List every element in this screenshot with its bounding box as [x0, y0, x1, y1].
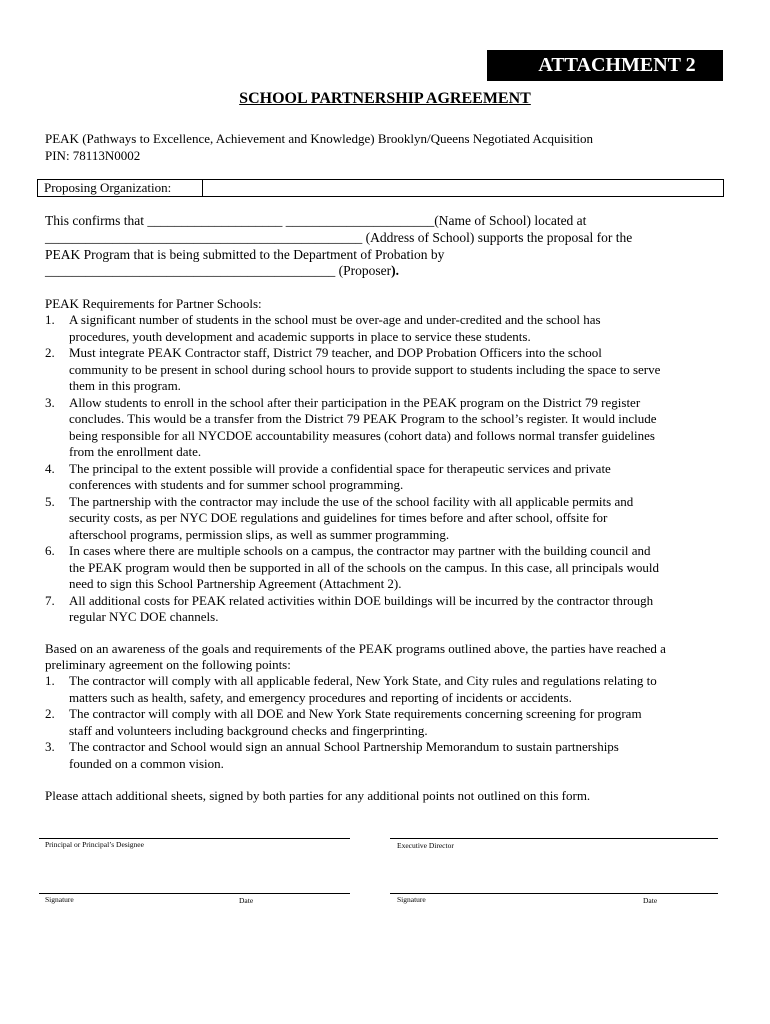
page-title: SCHOOL PARTNERSHIP AGREEMENT [239, 90, 531, 107]
closing-note: Please attach additional sheets, signed by both parties for any additional points not outlined on this form. [45, 788, 591, 803]
list-item: 7. All additional costs for PEAK related activities within DOE buildings will be incurred by the contractor through regular NYC DOE channels. [45, 592, 654, 624]
attachment-label: ATTACHMENT 2 [538, 54, 696, 76]
agreement-intro-2: preliminary agreement on the following points: [45, 657, 291, 672]
list-item: 6. In cases where there are multiple schools on a campus, the contractor may partner with the building council and the PEAK program would then be supported in all of the schools on the campus. In this case, all principals would need to sign this School Partnership Agreement (Attachment 2). [45, 543, 659, 591]
director-name-line[interactable] [390, 838, 718, 839]
confirmation-line-1: This confirms that ____________________ ______________________(Name of School) located at [45, 213, 587, 228]
director-signature-label: Signature [397, 895, 426, 904]
list-item: 2. The contractor will comply with all DOE and New York State requirements concerning screening for program staff and volunteers including background checks and fingerprinting. [45, 706, 642, 738]
agreement-list [15, 673, 755, 772]
list-item: 3. Allow students to enroll in the school after their participation in the PEAK program on the District 79 register concludes. This would be a transfer from the District 79 PEAK Program to the school’s register. It would include being responsible for all NYCDOE accountability measures (cohort data) and follows normal transfer guidelines from the enrollment date. [45, 394, 657, 459]
proposer-blank: ___________________________________________ (Proposer [45, 263, 392, 278]
confirmation-line-3: PEAK Program that is being submitted to the Department of Probation by [45, 247, 445, 262]
list-item: 2. Must integrate PEAK Contractor staff, District 79 teacher, and DOP Probation Officers into the school community to be present in school during school hours to provide support to students including the space to serve them in this program. [45, 345, 661, 393]
principal-name-line[interactable] [39, 838, 350, 839]
list-item: 1. A significant number of students in the school must be over-age and under-credited and the school has procedures, youth development and academic supports in place to service these students. [45, 312, 601, 344]
list-item: 4. The principal to the extent possible will provide a confidential space for therapeutic services and private conferences with students and for summer school programming. [45, 460, 611, 492]
proposing-organization-field[interactable] [203, 180, 724, 197]
list-item: 5. The partnership with the contractor may include the use of the school facility with all applicable permits and security costs, as per NYC DOE regulations and guidelines for times before and after school, offsite for afterschool programs, permission slips, as well as summer programming. [45, 493, 634, 542]
attachment-label-box [487, 50, 723, 81]
director-date-label: Date [643, 896, 658, 905]
list-item: 1. The contractor will comply with all applicable federal, New York State, and City rules and regulations relating to matters such as health, safety, and emergency procedures and reporting of incidents or accidents. [45, 673, 657, 705]
director-title-label: Executive Director [397, 841, 454, 850]
agreement-intro-1: Based on an awareness of the goals and requirements of the PEAK programs outlined above, the parties have reached a [45, 641, 666, 656]
requirements-list [15, 312, 755, 626]
program-line: PEAK (Pathways to Excellence, Achievement and Knowledge) Brooklyn/Queens Negotiated Acquisition [45, 131, 594, 146]
director-signature-line[interactable] [390, 893, 718, 894]
pin-line: PIN: 78113N0002 [45, 148, 141, 163]
confirmation-line-2: _______________________________________________ (Address of School) supports the proposal for the [45, 230, 633, 245]
proposing-organization-label: Proposing Organization: [38, 180, 203, 197]
proposer-close: ). [391, 263, 399, 278]
proposing-organization-table [37, 179, 724, 197]
list-item: 3. The contractor and School would sign an annual School Partnership Memorandum to sustain partnerships founded on a common vision. [45, 739, 619, 771]
principal-signature-label: Signature [45, 895, 74, 904]
principal-signature-line[interactable] [39, 893, 350, 894]
principal-date-label: Date [239, 896, 254, 905]
confirmation-line-4 [45, 263, 399, 280]
principal-title-label: Principal or Principal’s Designee [45, 840, 144, 849]
requirements-heading: PEAK Requirements for Partner Schools: [45, 296, 262, 311]
